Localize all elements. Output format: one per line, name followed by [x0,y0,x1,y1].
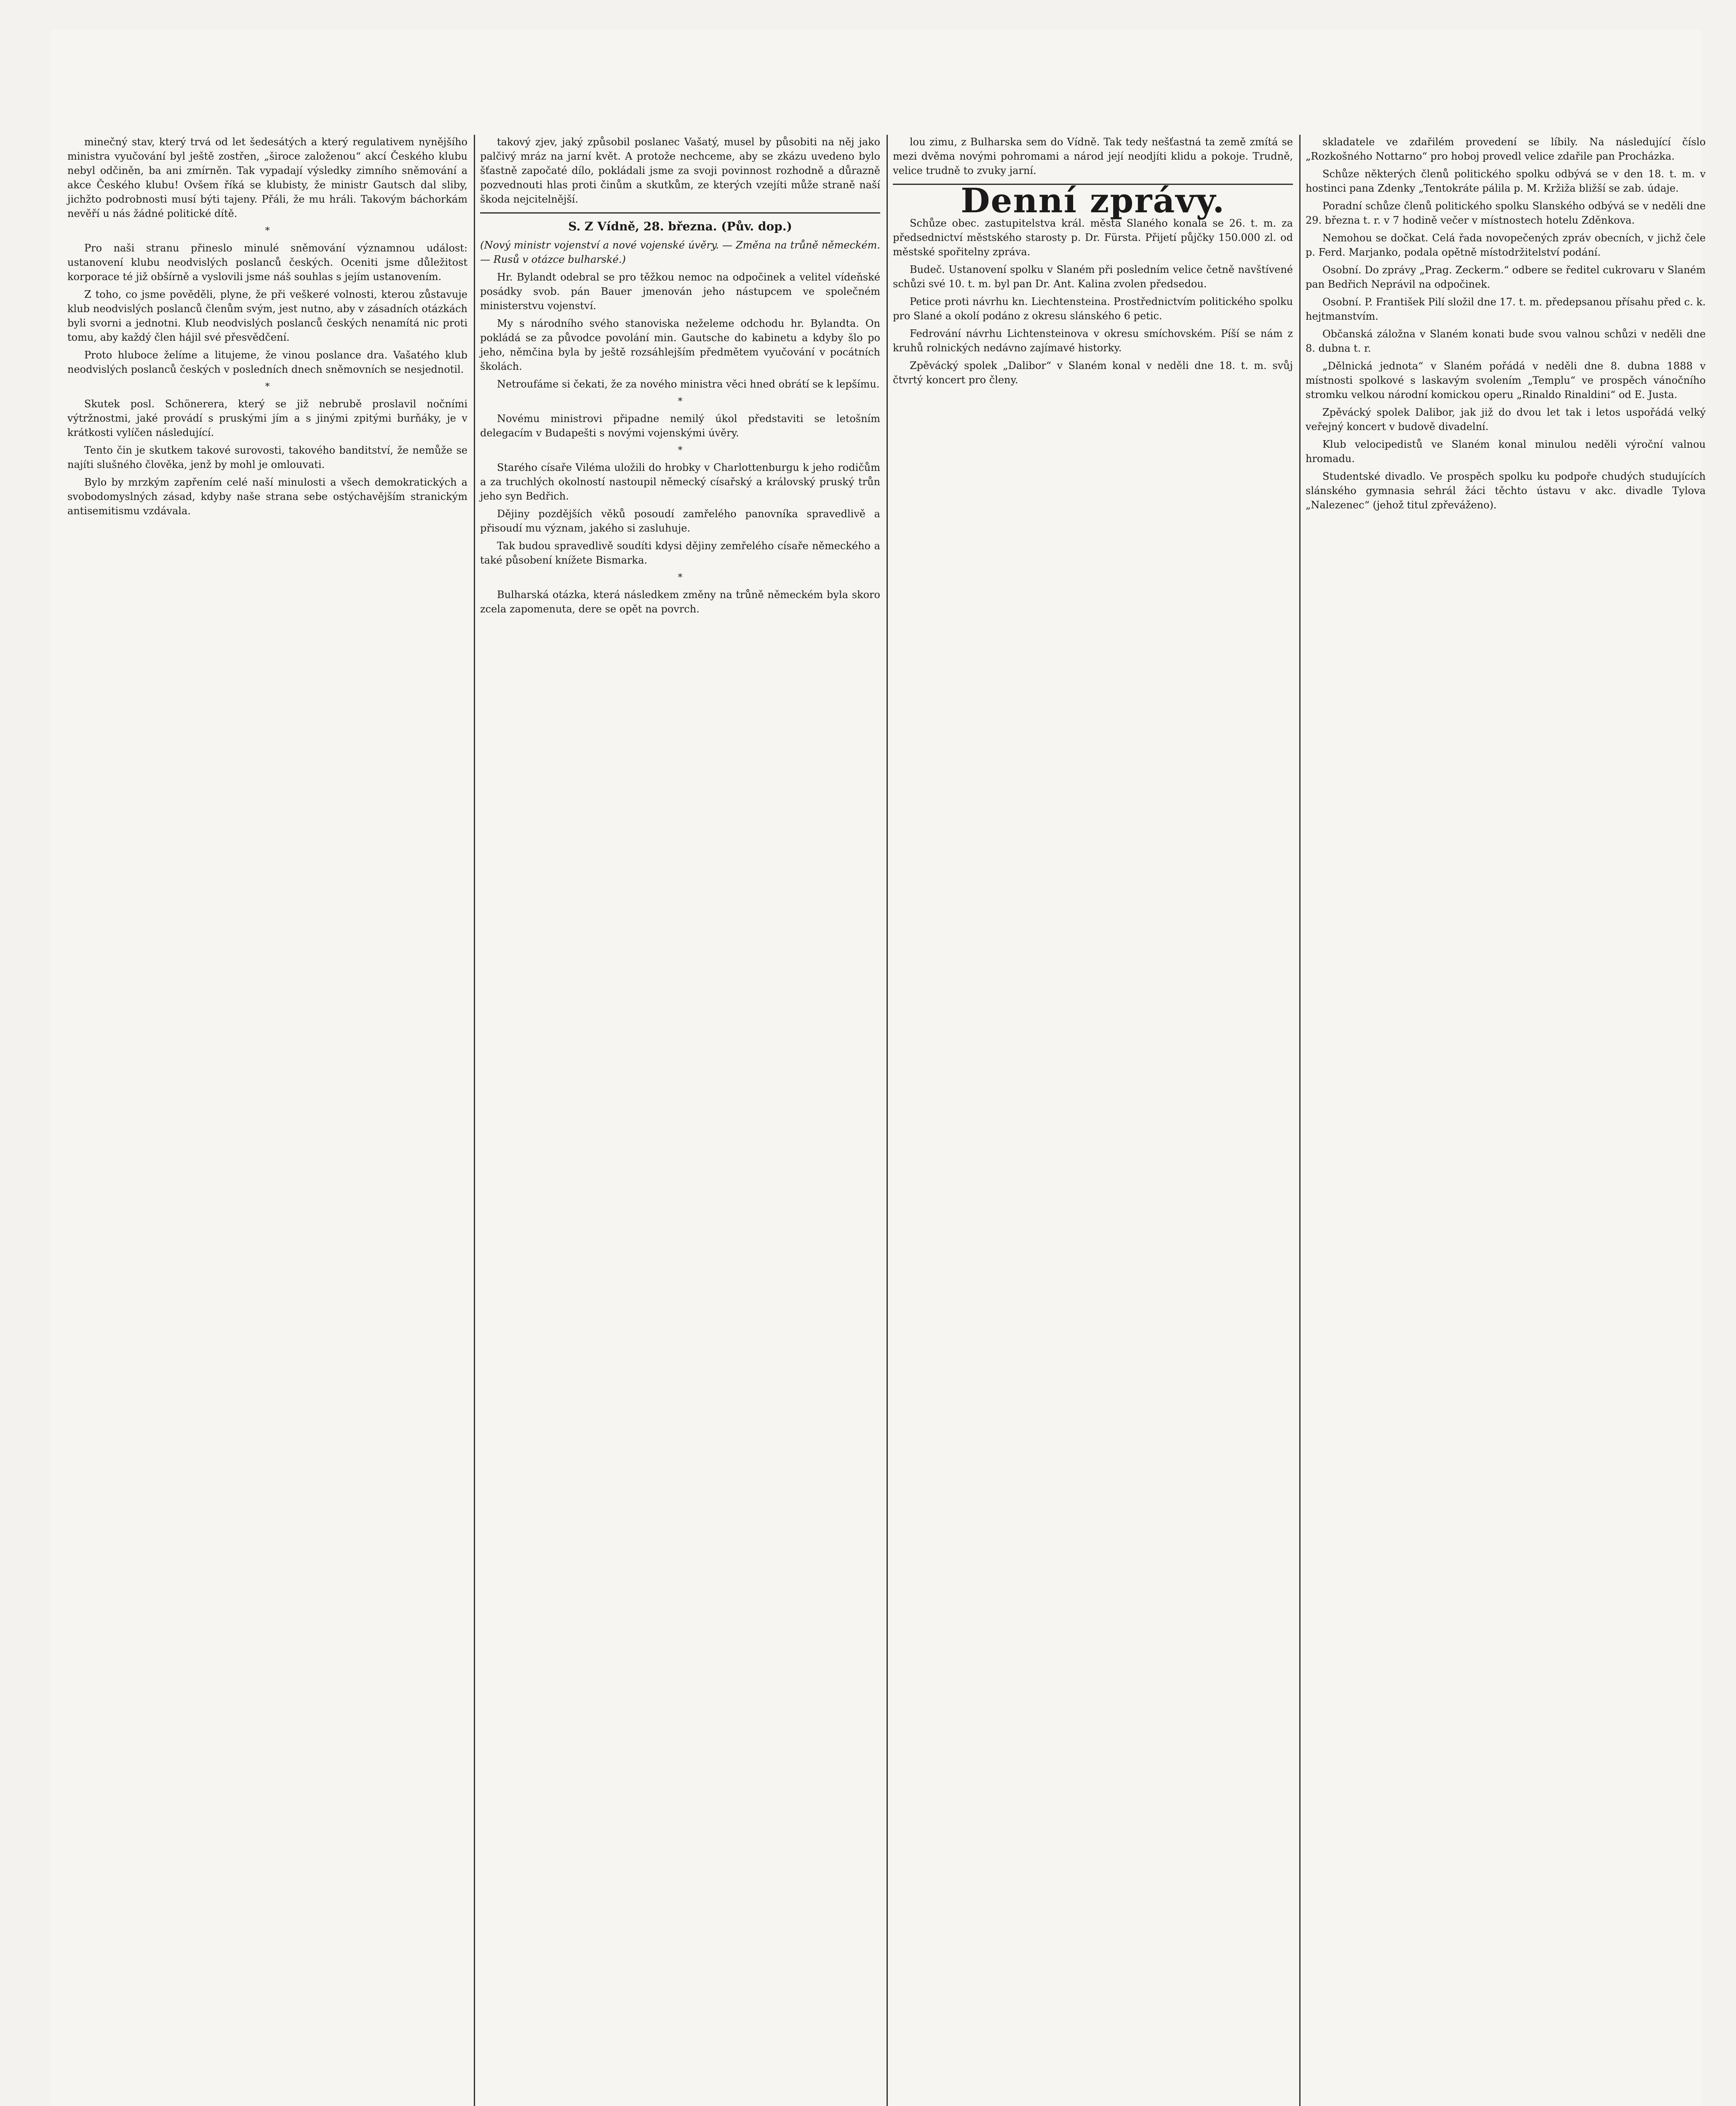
news-item: Budeč. Ustanovení spolku v Slaném při posledním velice četně navštívené schůzi své 10. t. m. byl pan Dr. Ant. Kalina zvolen předsedou. [893,264,1293,290]
news-item: „Dělnická jednota“ v Slaném pořádá v neděli dne 8. dubna 1888 v místnosti spolkové s laskavým svolením „Templu“ ve prospěch vánočního stromku velkou národní komickou operu „Rinaldo Rinaldini“ od E. Justa. [1306,360,1706,401]
news-item: Zpěvácký spolek „Dalibor“ v Slaném konal v neděli dne 18. t. m. svůj čtvrtý koncert pro členy. [893,360,1293,386]
column-1 [67,135,467,521]
article-paragraph: minečný stav, který trvá od let šedesátých a který regulativem nynějšího ministra vyučování byl ještě zostřen, „široce založenou“ akcí Českého klubu nebyl odčiněn, ba ani zmírněn. Tak vypadají výsledky zimního sněmování a akce Českého klubu! Ovšem říká se klubisty, že ministr Gautsch dal sliby, jichžto podrobnosti musí býti tajeny. Přáli, že mu hráli. Takovým báchorkám nevěří u nás žádné politické dítě. [67,136,467,219]
separator-star: * [265,226,270,236]
separator-star: * [265,382,270,392]
separator-star: * [678,572,683,583]
article-paragraph: lou zimu, z Bulharska sem do Vídně. Tak tedy nešťastná ta země zmítá se mezi dvěma novými pohromami a národ její neodjíti klidu a pokoje. Trudně, velice trudně to zvuky jarní. [893,136,1293,176]
news-item: Poradní schůze členů politického spolku Slanského odbývá se v neděli dne 29. března t. r. v 7 hodině večer v místnostech hotelu Zděnkova. [1306,200,1706,226]
news-item: Občanská záložna v Slaném konati bude svou valnou schůzi v neděli dne 8. dubna t. r. [1306,328,1706,354]
separator-star: * [678,445,683,456]
column-rule [474,135,475,2106]
column-2 [480,135,880,620]
article-paragraph: Z toho, co jsme pověděli, plyne, že při veškeré volnosti, kterou zůstavuje klub neodvislých poslanců členům svým, jest nutno, aby v zásadních otázkách byli svorni a jednotni. Klub neodvislých poslanců českých nenamítá nic proti tomu, aby každý člen hájil své přesvědčení. [67,289,467,343]
article-paragraph: Skutek posl. Schönerera, který se již nebrubě proslavil nočními výtržnostmi, jaké provádí s pruskými jím a s jinými zpitými burňáky, je v krátkosti vylíčen následující. [67,398,467,438]
news-item: Osobní. P. František Pilí složil dne 17. t. m. předepsanou přísahu před c. k. hejtmanstvím. [1306,296,1706,322]
article-paragraph: Hr. Bylandt odebral se pro těžkou nemoc na odpočinek a velitel vídeňské posádky svob. pán Bauer jmenován jeho nástupcem ve společném ministerstvu vojenství. [480,271,880,312]
article-paragraph: Tak budou spravedlivě soudíti kdysi dějiny zemřelého císaře německého a také působení knížete Bismarka. [480,540,880,566]
article-paragraph: Bylo by mrzkým zapřením celé naší minulosti a všech demokratických a svobodomyslných zásad, kdyby naše strana sebe ostýchavějším stranickým antisemitismu vzdávala. [67,476,467,517]
divider [480,212,880,214]
news-item: Studentské divadlo. Ve prospěch spolku ku podpoře chudých studujících slánského gymnasia sehrál žáci těchto ústavu v akc. divadle Tylova „Nalezenec“ (jehož titul zpřeváženo). [1306,470,1706,511]
article-subhead: (Nový ministr vojenství a nové vojenské úvěry. — Změna na trůně německém. — Rusů v otázce bulharské.) [480,239,880,265]
news-item: Petice proti návrhu kn. Liechtensteina. Prostřednictvím politického spolku pro Slané a okolí podáno z okresu slánského 6 petic. [893,296,1293,322]
article-paragraph: Proto hluboce želíme a litujeme, že vinou poslance dra. Vašatého klub neodvislých poslanců českých v posledních dnech sněmovních se nesjednotil. [67,349,467,375]
article-paragraph: Netroufáme si čekati, že za nového ministra věci hned obrátí se k lepšímu. [497,378,880,390]
article-paragraph: Bulharská otázka, která následkem změny na trůně německém byla skoro zcela zapomenuta, dere se opět na povrch. [480,589,880,615]
article-paragraph: Novému ministrovi připadne nemilý úkol představiti se letošním delegacím v Budapešti s novými vojenskými úvěry. [480,413,880,439]
article-paragraph: Pro naši stranu přineslo minulé sněmování významnou událost: ustanovení klubu neodvislých poslanců českých. Oceniti jsme důležitost korporace té již obšírně a vyslovili jsme náš souhlas s jejím ustanovením. [67,242,467,283]
separator-star: * [678,396,683,407]
news-item: skladatele ve zdařilém provedení se líbily. Na následující číslo „Rozkošného Nottarno“ pro hoboj provedl velice zdařile pan Procházka. [1306,136,1706,162]
news-item: Nemohou se dočkat. Celá řada novopečených zpráv obecních, v jichž čele p. Ferd. Marjanko, podala opětně místodržitelství podání. [1306,232,1706,258]
news-item: Osobní. Do zprávy „Prag. Zeckerm.“ odbere se ředitel cukrovaru v Slaném pan Bedřich Neprávil na odpočinek. [1306,264,1706,290]
news-item: Zpěvácký spolek Dalibor, jak již do dvou let tak i letos uspořádá velký veřejný koncert v budově divadelní. [1306,406,1706,433]
news-item: Schůze některých členů politického spolku odbývá se v den 18. t. m. v hostinci pana Zdenky „Tentokráte pálila p. M. Kržiža bližší se zab. údaje. [1306,168,1706,194]
article-paragraph: Tento čin je skutkem takové surovosti, takového banditství, že nemůže se najíti slušného člověka, jenž by mohl je omlouvati. [67,444,467,470]
section-title: Denní zprávy. [961,181,1225,220]
column-3 [893,135,1293,390]
article-paragraph: Dějiny pozdějších věků posoudí zamřelého panovníka spravedlivě a přisoudí mu význam, jakého si zasluhuje. [480,508,880,534]
column-rule [887,135,888,2106]
column-rule [1299,135,1301,2106]
article-paragraph: takový zjev, jaký způsobil poslanec Vašatý, musel by působiti na něj jako palčivý mráz na jarní květ. A protože nechceme, aby se zkázu uvedeno bylo šťastně započaté dílo, pokládali jsme za svoji povinnost rozhodně a důrazně pozvednouti hlas proti činům a skutkům, ze kterých vzejíti může straně naší škoda nejcitelnější. [480,136,880,205]
article-paragraph: My s národního svého stanoviska neželeme odchodu hr. Bylandta. On pokládá se za původce povolání min. Gautsche do kabinetu a kdyby šlo po jeho, němčina byla by ještě rozsáhlejším předmětem vyučování v pocátních školách. [480,318,880,372]
news-item: Klub velocipedistů ve Slaném konal minulou neděli výroční valnou hromadu. [1306,438,1706,465]
dateline: S. Z Vídně, 28. března. (Pův. dop.) [568,219,792,233]
news-item: Schůze obec. zastupitelstva král. města Slaného konala se 26. t. m. za předsednictví městského starosty p. Dr. Fürsta. Přijetí půjčky 150.000 zl. od městské spořitelny zpráva. [893,217,1293,258]
article-paragraph: Starého císaře Viléma uložili do hrobky v Charlottenburgu k jeho rodičům a za truchlých okolností nastoupil německý císařský a královský pruský trůn jeho syn Bedřich. [480,462,880,502]
column-4 [1306,135,1706,516]
news-item: Fedrování návrhu Lichtensteinova v okresu smíchovském. Píší se nám z kruhů rolnických nedávno zajímavé historky. [893,328,1293,354]
newspaper-page [51,29,1706,2106]
